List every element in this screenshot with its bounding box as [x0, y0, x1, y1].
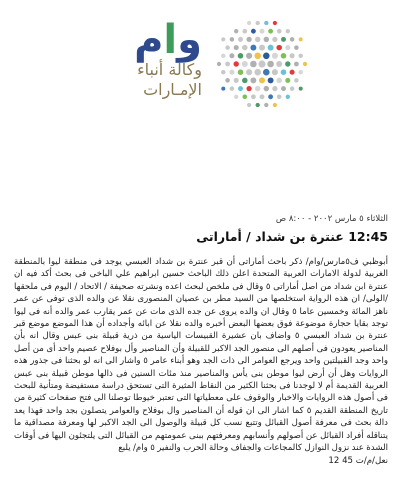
globe-dot [258, 60, 265, 67]
wam-letter: ا [163, 17, 178, 63]
globe-dot [264, 103, 268, 107]
agency-name-line1: وكالة أنباء [137, 60, 202, 79]
globe-dot [268, 94, 273, 99]
globe-dot [234, 45, 239, 50]
globe-dot [281, 86, 286, 91]
globe-dot [272, 69, 278, 75]
globe-dot [286, 29, 290, 33]
globe-dot [238, 37, 243, 42]
globe-dot [273, 21, 277, 25]
globe-dot [277, 94, 282, 99]
globe-dot [276, 45, 282, 51]
globe-dot [286, 95, 290, 99]
globe-dot [268, 29, 273, 34]
globe-dot [251, 29, 256, 34]
globe-dot [256, 21, 260, 25]
globe-dot [272, 86, 277, 91]
globe-dot [298, 70, 302, 74]
article-headline: 12:45 عنترة بن شداد / أماراتى [196, 229, 388, 244]
globe-dot [229, 53, 234, 58]
globe-dot [276, 78, 282, 84]
globe-dot [294, 78, 299, 83]
globe-dot [259, 45, 265, 51]
globe-dot [234, 78, 239, 83]
globe-dot [242, 45, 248, 51]
wam-wordmark [90, 17, 202, 63]
globe-dot [254, 53, 261, 60]
globe-dot [225, 78, 230, 83]
globe-dot [247, 21, 251, 25]
globe-dot [268, 45, 274, 51]
globe-dot [273, 103, 277, 107]
globe-dot [272, 37, 277, 42]
globe-dot [229, 70, 234, 75]
article-signoff: نعل/م/ت 45 12 [328, 455, 388, 466]
globe-dot [251, 94, 256, 99]
globe-dot [225, 45, 230, 50]
globe-dot [246, 86, 251, 91]
globe-dot [247, 103, 251, 107]
article-body: أبوظبي ف٥مارس/وام/ ذكر باحث أماراتى أن قبر عنترة بن شداد العبسي يوجد فى منطقة ليوا بالمنطقة الغربية لدولة الامارات العربية المتحدة اعلن ذلك الباحث حسين ابراهيم علي الباخى فى بحث أكد فيه ان عنترة ابن شداد من اصل أماراتى ٥ وقال فى ملخص لبحث اعده ونشرته صحيفة / الاتحاد / اليوم فى ملحقها /الولى/ ان هذه الرواية استخلصها من السيد مطر بن عصيان المنصورى نقلا عن والده الذى توفى عن عمر ناهز المائة وخمسين عاما ٥ وقال ان والده يروى عن جده الذى مات عن عمر يقارب عمر والده أنه فى ليوا توجد بقايا حجارة موضوعة فوق بعضها البعض أخبره والده نقلا عن ابائه وأجداده أن هذا الموضع موضع قبر عنترة بن شداد العبسي ٥ واضاف بان عشيرة القبيسات الياسية من ذرية قبيلة بنى عبس وقال انه بأن المناصير يعودون فى أصلهم الى منصور الجد الاكبر للقبيلة وأن المناصير وأل بوفلاح عصيم واحد أى من أصل واحد وجد القبيلتين واحد ويرجع العوامر الى ذات الجد وهو أبناء عامر ٥ واشار الى انه لو بحثنا فى جذور هذه الروايات وهل أن أرض ليوا موطن بنى يأس والمناصير منذ مئات السنين فى ذالها موطن قبيلة بنى عبس العربية القديمة أم لا لوجدنا فى بحثنا الكثير من النقاط المثيرة التى تستحق دراسة مستفيضة ومتأنية للبحث فى أصول هذه الروايات والاخبار والوقوف على معطياتها التى تعتبر خيوطا توصلنا الى فتح صفحات كثيرة من تاريخ المنطقة القديم ٥ كما اشار الى ان قوله أن المناصير وال بوفلاح والعوامر يتصلون بجد واحد فهذا يعد دالة بحث فى معرفة أصول القبائل وتتبع نسب كل قبيلة والوصول الى الجد الاكبر لها ومعرفة مصداقية ما يتناقله أفراد القبائل عن أصولهم وأنسابهم ومعرفتهم ببنى عمومتهم من القبائل التى يلتجئون اليها فى أوقات الشدة عند نزول النوازل كالمجاعات والجفاف وحالة الحرب والنفير ٥ وام/ يلبع [14, 257, 388, 454]
globe-dot [277, 29, 282, 34]
article [14, 212, 388, 467]
globe-dot [281, 69, 287, 75]
globe-dot [263, 69, 270, 76]
article-date: الثلاثاء ٥ مارس ٢٠٠٢ - ٨:٠٠ ص [275, 214, 388, 224]
wam-logo-text [90, 17, 202, 100]
globe-dot [276, 61, 282, 67]
globe-dot [230, 37, 234, 41]
globe-dot [303, 62, 307, 66]
globe-dot [246, 69, 252, 75]
globe-dot [250, 77, 256, 83]
globe-dot [242, 29, 247, 34]
globe-dot [290, 53, 295, 58]
globe-dot [230, 86, 234, 90]
globe-dot [290, 86, 294, 90]
wam-letter: م [134, 17, 164, 63]
globe-dot [221, 54, 225, 58]
globe-dot [256, 103, 260, 107]
globe-dot [221, 87, 225, 91]
globe-dot [263, 53, 270, 60]
globe-dot [234, 29, 238, 33]
wam-globe-icon [212, 14, 312, 114]
globe-dot [238, 53, 244, 59]
globe-dot [233, 61, 238, 66]
globe-dot [281, 37, 286, 42]
agency-name-line2: الإمـارات [143, 80, 202, 99]
globe-dot [298, 54, 302, 58]
wam-letter: و [177, 17, 202, 63]
globe-dot [264, 86, 269, 91]
globe-dot [242, 61, 248, 67]
globe-dot [290, 37, 294, 41]
globe-dot [299, 87, 303, 91]
globe-dot [221, 37, 225, 41]
globe-dot [290, 70, 295, 75]
globe-dot [267, 61, 274, 68]
header [0, 0, 402, 120]
globe-dot [255, 86, 260, 91]
globe-dot [272, 53, 278, 59]
globe-dot [238, 69, 244, 75]
globe-dot [259, 77, 265, 83]
globe-dot [250, 61, 257, 68]
globe-dot [246, 53, 252, 59]
globe-dot [285, 78, 290, 83]
globe-dot [260, 94, 265, 99]
globe-dot [285, 45, 290, 50]
globe-dot [234, 95, 238, 99]
globe-dot [281, 53, 287, 59]
globe-dot [242, 78, 248, 84]
globe-dot [254, 69, 261, 76]
globe-dot [294, 62, 299, 67]
globe-dot [260, 29, 265, 34]
globe-dot [285, 61, 290, 66]
globe-dot [294, 45, 299, 50]
globe-dot [221, 70, 225, 74]
globe-dot [238, 86, 243, 91]
globe-dot [255, 37, 260, 42]
globe-dot [264, 21, 268, 25]
globe-dot [225, 62, 230, 67]
globe-dot [299, 37, 303, 41]
globe-dot [264, 37, 269, 42]
globe-dot [242, 94, 247, 99]
globe-dot [217, 62, 221, 66]
globe-dot [250, 45, 256, 51]
globe-dot [268, 77, 274, 83]
globe-dot [246, 37, 251, 42]
